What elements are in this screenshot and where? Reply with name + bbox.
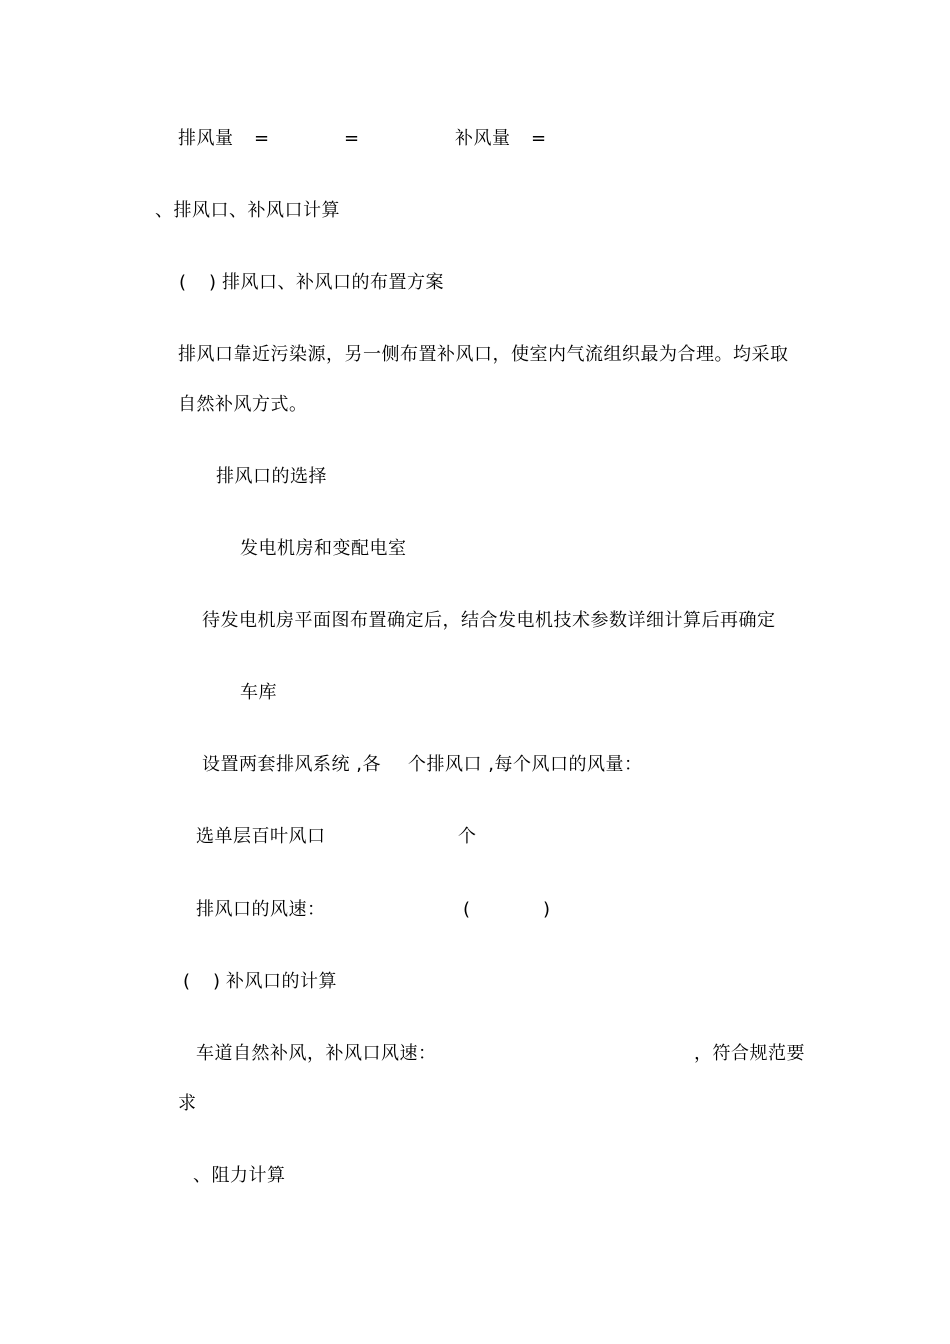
supply-volume-label: 补风量 [455, 128, 511, 149]
resistance-heading: 、阻力计算 [193, 1165, 286, 1186]
paragraph-line: 排风口靠近污染源，另一侧布置补风口，使室内气流组织最为合理。均采取 [178, 344, 789, 365]
equals-sign: = [344, 128, 360, 149]
paren-close: ) [543, 899, 551, 920]
paren-open: ( [463, 899, 471, 920]
paragraph-line: 自然补风方式。 [178, 394, 308, 415]
garage-system-text: 设置两套排风系统 ,各 [202, 754, 381, 775]
paren-close: ) [213, 971, 221, 992]
louver-unit: 个 [458, 826, 477, 847]
equals-sign: = [254, 128, 270, 149]
supply-speed-label: 车道自然补风，补风口风速： [196, 1043, 437, 1064]
garage-heading: 车库 [240, 682, 277, 703]
supply-speed-cont: 求 [178, 1093, 197, 1114]
section-heading: 、排风口、补风口计算 [155, 200, 340, 221]
exhaust-selection-heading: 排风口的选择 [216, 466, 327, 487]
paren-close: ) [209, 272, 217, 293]
paren-open: ( [179, 272, 187, 293]
exhaust-volume-label: 排风量 [178, 128, 234, 149]
garage-outlet-text: 个排风口 ,每个风口的风量： [408, 754, 643, 775]
subsection-title: 排风口、补风口的布置方案 [222, 272, 444, 293]
subsection-title: 补风口的计算 [226, 971, 337, 992]
paren-open: ( [183, 971, 191, 992]
louver-label: 选单层百叶风口 [196, 826, 326, 847]
equals-sign: = [531, 128, 547, 149]
generator-note: 待发电机房平面图布置确定后，结合发电机技术参数详细计算后再确定 [202, 610, 776, 631]
exhaust-speed-label: 排风口的风速： [196, 899, 326, 920]
supply-speed-tail: ，符合规范要 [694, 1043, 805, 1064]
generator-room-heading: 发电机房和变配电室 [240, 538, 407, 559]
